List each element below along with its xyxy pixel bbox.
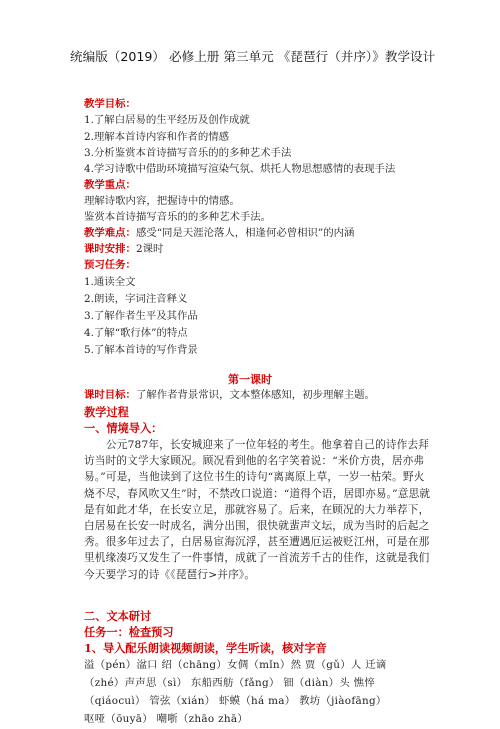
lesson-goal-label: 课时目标： xyxy=(84,389,136,401)
section-heading: 一、情境导入： xyxy=(84,421,163,435)
preview-item: 5.了解本首诗的写作背景 xyxy=(84,344,198,356)
intro-text: 公元787年，长安城迎来了一位年轻的考生。他拿着自己的诗作去拜访当时的文学大家顾况。顾况看到他的名字笑着说：“米价方贵，居亦弗易。”可是，当他读到了这位书生的诗句“离离原上草，一岁一枯荣。野火烧不尽，春风吹又生”时，不禁改口说道：“道得个语，居即亦易。”意思就是有如此才华，在长安立足，那就容易了。后来，在顾况的大力举荐下，白居易在长安一时成名，满分出围，很快就蜚声文坛，成为当时的后起之秀。很多年过去了，白居易宦海沉浮，甚至遭遇厄运被贬江州，可是在那里机缘凑巧又发生了一件事情，成就了一首流芳千古的佳作，这就是我们今天要学习的诗《《琵琶行>并序》。 xyxy=(84,439,431,581)
objective-item: 2.理解本首诗内容和作者的情感 xyxy=(84,131,229,143)
preview-item: 1.通读全文 xyxy=(84,276,136,288)
preview-label: 预习任务： xyxy=(84,259,136,271)
preview-item: 4.了解“歌行体”的特点 xyxy=(84,327,188,339)
intro-paragraph xyxy=(84,437,434,583)
preview-item: 2.朗读，字词注音释义 xyxy=(84,293,188,305)
objective-item: 3.分析鉴赏本首诗描写音乐的的多种艺术手法 xyxy=(84,147,292,159)
pinyin-line: （qiáocuì） 管弦（xián） 虾蟆（há ma） 教坊（jiàofāng） xyxy=(84,695,387,707)
difficulty-label: 教学难点： xyxy=(84,227,136,239)
lesson-goal-line xyxy=(84,388,375,402)
subtask-heading: 1、导入配乐朗读视频朗读，学生听读，核对字音 xyxy=(84,641,327,655)
difficulty-line xyxy=(84,226,354,240)
key-points-label: 教学重点： xyxy=(84,179,136,191)
key-point-item: 鉴赏本首诗描写音乐的的多种艺术手法。 xyxy=(84,211,272,223)
process-label: 教学过程 xyxy=(84,405,129,419)
pinyin-line: 溢（pén）湓口 绍（chāng）女倜（mǐn）然 贾（gǔ）人 迁谪 xyxy=(84,659,387,671)
document-title: 统编版（2019） 必修上册 第三单元 《琵琶行（并序）》教学设计 xyxy=(70,49,436,64)
pinyin-line: （zhé）声声思（sì） 东船西舫（fǎng） 钿（diàn）头 憔悴 xyxy=(84,677,376,689)
lesson-heading: 第一课时 xyxy=(228,373,272,386)
objective-item: 4.学习诗歌中借助环境描写渲染气氛、烘托人物思想感情的表现手法 xyxy=(84,163,396,175)
preview-item: 3.了解作者生平及其作品 xyxy=(84,310,198,322)
schedule-text: 2课时 xyxy=(135,243,164,255)
schedule-label: 课时安排： xyxy=(84,243,136,255)
pinyin-line: 呕哑（ōuyā） 嘲哳（zhāo zhā） xyxy=(84,713,249,725)
key-point-item: 理解诗歌内容，把握诗中的情感。 xyxy=(84,195,240,207)
difficulty-text: 感受“同是天涯沦落人，相逢何必曾相识”的内涵 xyxy=(135,227,355,239)
section-heading: 二、文本研讨 xyxy=(84,609,152,623)
objective-item: 1.了解白居易的生平经历及创作成就 xyxy=(84,114,250,126)
objectives-label: 教学目标： xyxy=(84,98,136,110)
schedule-line xyxy=(84,242,163,256)
lesson-goal-text: 了解作者背景常识，文本整体感知，初步理解主题。 xyxy=(135,389,375,401)
task-heading: 任务一：检查预习 xyxy=(84,625,174,639)
